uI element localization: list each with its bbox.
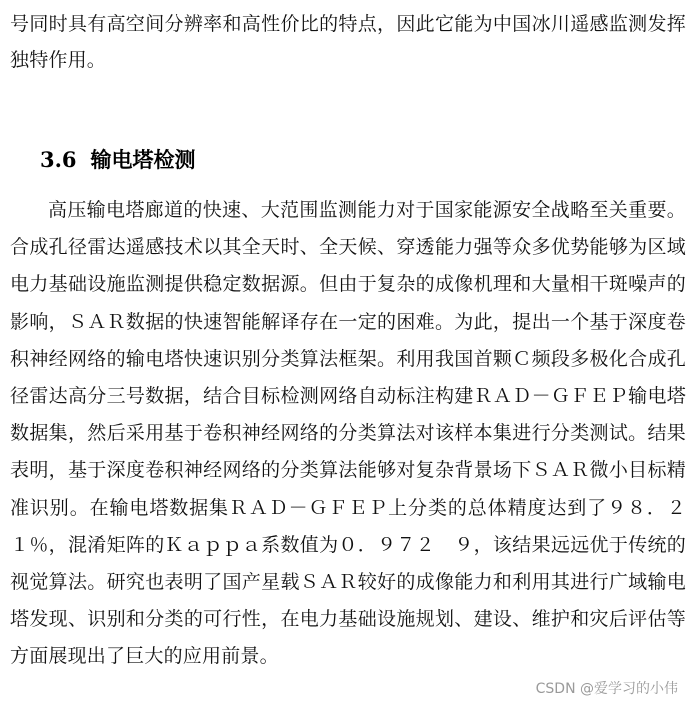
intro-paragraph: 号同时具有高空间分辨率和高性价比的特点，因此它能为中国冰川遥感监测发挥独特作用。	[10, 13, 686, 71]
csdn-watermark: CSDN @爱学习的小伟	[533, 677, 681, 699]
section-number: 3.6	[40, 147, 77, 172]
section-heading	[40, 142, 196, 178]
body-paragraph: 高压输电塔廊道的快速、大范围监测能力对于国家能源安全战略至关重要。合成孔径雷达遥感技术以其全天时、全天候、穿透能力强等众多优势能够为区域电力基础设施监测提供稳定数据源。但由于复杂的成像机理和大量相干斑噪声的影响，ＳＡＲ数据的快速智能解译存在一定的困难。为此，提出一个基于深度卷积神经网络的输电塔快速识别分类算法框架。利用我国首颗Ｃ频段多极化合成孔径雷达高分三号数据，结合目标检测网络自动标注构建ＲＡＤ－ＧＦＥＰ输电塔数据集，然后采用基于卷积神经网络的分类算法对该样本集进行分类测试。结果表明，基于深度卷积神经网络的分类算法能够对复杂背景场下ＳＡＲ微小目标精准识别。在输电塔数据集ＲＡＤ－ＧＦＥＰ上分类的总体精度达到了９８．２１％，混淆矩阵的Ｋａｐｐａ系数值为０．９７２ ９，该结果远远优于传统的视觉算法。研究也表明了国产星载ＳＡＲ较好的成像能力和利用其进行广域输电塔发现、识别和分类的可行性，在电力基础设施规划、建设、维护和灾后评估等方面展现出了巨大的应用前景。	[10, 199, 686, 668]
section-title: 输电塔检测	[90, 148, 196, 172]
